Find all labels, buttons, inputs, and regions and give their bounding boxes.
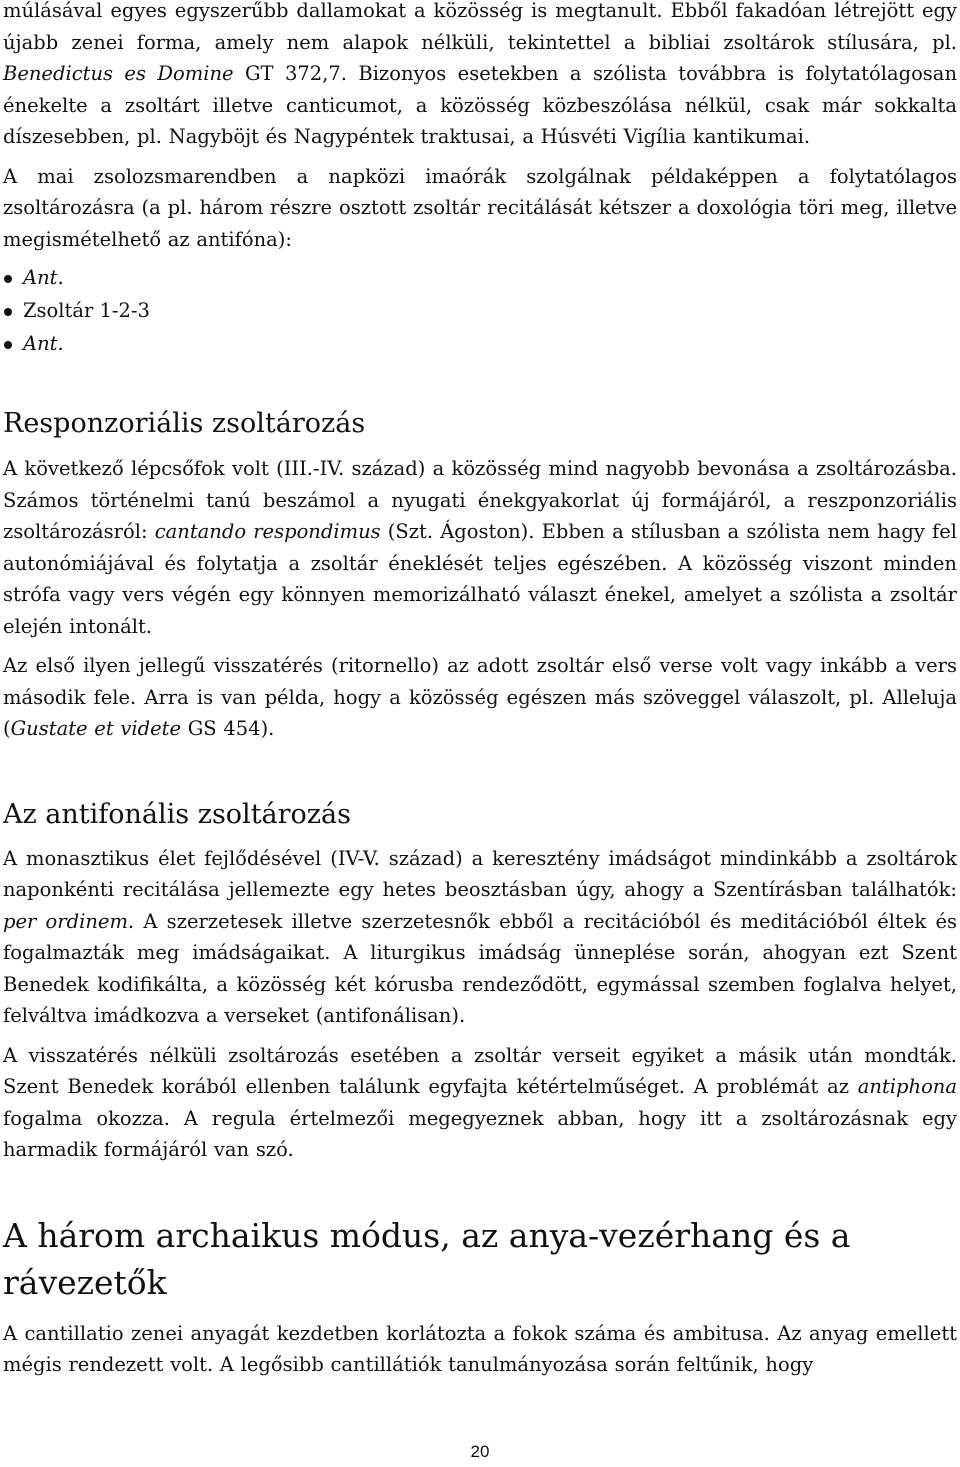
page-number: 20 <box>470 1442 490 1461</box>
bullet-icon <box>4 341 12 349</box>
list-item-text: Zsoltár 1-2-3 <box>23 299 150 322</box>
list-item-text: Ant. <box>23 266 64 289</box>
paragraph-intro-2: A mai zsolozsmarendben a napközi imaórák szolgálnak példaképpen a folytatólagos zsoltározásra (a pl. három részre osztott zsoltár recitálását kétszer a doxológia töri meg, illetve megismételhető az antifóna): <box>3 164 957 251</box>
italic-term: antiphona <box>857 1075 957 1098</box>
list-item <box>3 327 957 360</box>
text-run: GT 372,7. Bizonyos esetekben a szólista továbbra is folytatólagosan énekelte a zsoltárt illetve canticumot, a közösség közbeszólása nélkül, csak már sokkalta díszesebben, pl. Nagyböjt és Nagypéntek traktusai, a Húsvéti Vigília kantikumai. <box>3 62 957 148</box>
paragraph-cantillatio-1: A cantillatio zenei anyagát kezdetben korlátozta a fokok száma és ambitusa. Az anyag emellett mégis rendezett volt. A legősibb cantillátiók tanulmányozása során feltűnik, hogy <box>3 1321 957 1376</box>
bullet-icon <box>4 308 12 316</box>
italic-quote: cantando respondimus <box>154 520 381 543</box>
list-item-text: Ant. <box>23 332 64 355</box>
text-run: A visszatérés nélküli zsoltározás esetében a zsoltár verseit egyiket a másik után mondták. Szent Benedek korából ellenben találunk egyfajta kétértelműséget. A problémát az <box>3 1043 957 1098</box>
italic-title: Benedictus es Domine <box>3 62 234 85</box>
paragraph-antifonalis-1 <box>3 843 957 1032</box>
text-run: (Szt. Ágoston). Ebben a stílusban a szólista nem hagy fel autonómiájával és folytatja a zsoltár éneklését teljes egészében. A közösség viszont minden strófa vagy vers végén egy könnyen memorizálható választ énekel, amelyet a szólista a zsoltár elején intonált. <box>3 520 958 638</box>
text-run: A szerzetesek illetve szerzetesnők ebből a recitációból és meditációból éltek és fogalmazták meg imádságaikat. A liturgikus imádság ünneplése során, ahogyan ezt Szent Benedek kodifikálta, a közösség két kórusba rendeződött, egymással szemben foglalva helyet, felváltva imádkozva a verseket (antifonálisan). <box>3 909 957 1027</box>
paragraph-intro-1 <box>3 0 957 153</box>
bullet-icon <box>4 275 12 283</box>
section-heading-antifonalis: Az antifonális zsoltározás <box>3 798 351 830</box>
text-run: A monasztikus élet fejlődésével (IV-V. század) a keresztény imádságot mindinkább a zsoltárok naponkénti recitálása jellemezte egy hetes beosztásban úgy, ahogy a Szentírásban találhatók: <box>3 846 957 901</box>
text-run: GS 454). <box>181 717 275 740</box>
text-run: Az első ilyen jellegű visszatérés (ritornello) az adott zsoltár első verse volt vagy inkább a vers második fele. Arra is van példa, hogy a közösség egészen más szöveggel válaszolt, pl. Alleluja ( <box>3 654 957 740</box>
text-run: A következő lépcsőfok volt (III.-IV. század) a közösség mind nagyobb bevonása a zsoltározásba. Számos történelmi tanú beszámol a nyugati énekgyakorlat új formájáról, a reszponzoriális zsoltározásról: <box>3 457 957 543</box>
bullet-list <box>3 261 957 360</box>
text-run: múlásával egyes egyszerűbb dallamokat a közösség is megtanult. Ebből fakadóan létrejött egy újabb zenei forma, amely nem alapok nélküli, tekintettel a bibliai zsoltárok stílusára, pl. <box>3 0 957 54</box>
chapter-heading-harom-archaikus-modus: A három archaikus módus, az anya-vezérhang és a rávezetők <box>3 1215 851 1302</box>
list-item <box>3 261 957 294</box>
list-item <box>3 294 957 327</box>
italic-term: per ordinem. <box>3 909 135 933</box>
text-run: fogalma okozza. A regula értelmezői megegyeznek abban, hogy itt a zsoltározásnak egy harmadik formájáról van szó. <box>3 1106 957 1161</box>
italic-title: Gustate et videte <box>10 717 182 740</box>
paragraph-responzorialis-1 <box>3 453 957 642</box>
paragraph-responzorialis-2 <box>3 650 957 745</box>
paragraph-antifonalis-2 <box>3 1040 957 1166</box>
section-heading-responzorialis: Responzoriális zsoltározás <box>3 408 366 439</box>
